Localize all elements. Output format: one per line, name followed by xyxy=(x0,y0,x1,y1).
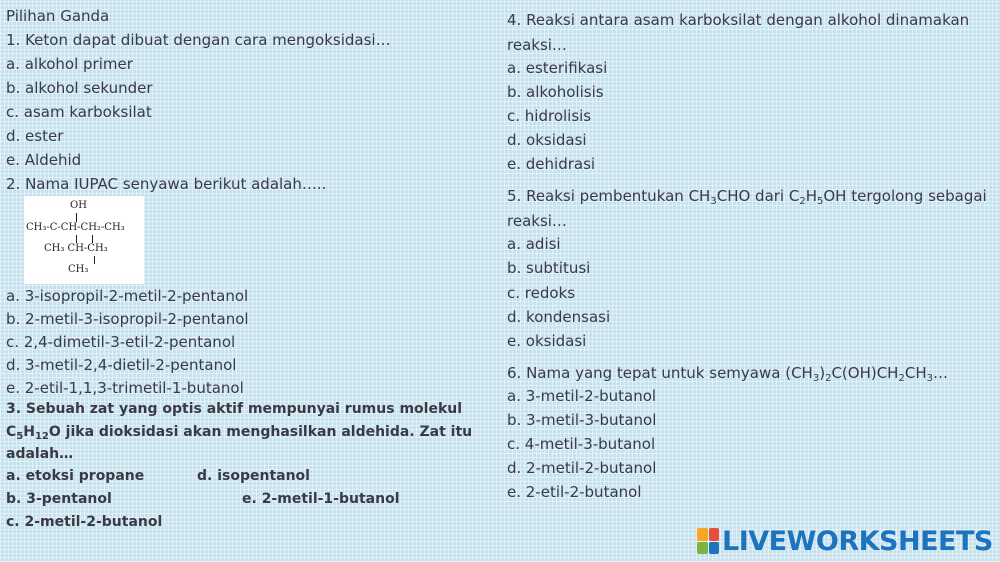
question-1: 1. Keton dapat dibuat dengan cara mengoksidasi… xyxy=(6,31,391,49)
q5-option-c[interactable]: c. redoks xyxy=(507,284,576,302)
q6-option-e[interactable]: e. 2-etil-2-butanol xyxy=(507,483,642,501)
bond-line xyxy=(92,235,93,243)
q3-option-b[interactable]: b. 3-pentanol xyxy=(6,491,112,507)
liveworksheets-logo-text: LIVEWORKSHEETS xyxy=(722,525,993,557)
q1-option-c[interactable]: c. asam karboksilat xyxy=(6,103,152,121)
q5-option-d[interactable]: d. kondensasi xyxy=(507,308,611,326)
question-3-line2: $C_5H_{12}O$ jika dioksidasi akan menghasilkan aldehida. Zat itu xyxy=(6,424,473,442)
q4-option-d[interactable]: d. oksidasi xyxy=(507,131,587,149)
q4-option-b[interactable]: b. alkoholisis xyxy=(507,83,604,101)
question-4-line1: 4. Reaksi antara asam karboksilat dengan alkohol dinamakan xyxy=(507,11,970,29)
question-6: 6. Nama yang tepat untuk semyawa $(CH_3)_2C(OH)CH_2CH_3\dots$ xyxy=(507,364,948,384)
structure-main-chain: CH₃-C-CH-CH₂-CH₃ xyxy=(26,222,125,233)
q6-option-a[interactable]: a. 3-metil-2-butanol xyxy=(507,387,657,405)
question-5-line2: reaksi… xyxy=(507,212,567,230)
bond-line xyxy=(94,256,95,264)
liveworksheets-logo-icon xyxy=(697,528,719,554)
question-3-line1: 3. Sebuah zat yang optis aktif mempunyai rumus molekul xyxy=(6,401,463,417)
structure-branches: CH₃ CH-CH₃ xyxy=(44,243,108,254)
structure-oh: OH xyxy=(70,200,87,211)
q5-option-e[interactable]: e. oksidasi xyxy=(507,332,587,350)
q1-option-e[interactable]: e. Aldehid xyxy=(6,151,82,169)
liveworksheets-logo[interactable] xyxy=(697,526,993,556)
bond-line xyxy=(76,213,77,222)
q2-option-b[interactable]: b. 2-metil-3-isopropil-2-pentanol xyxy=(6,310,249,328)
q6-option-d[interactable]: d. 2-metil-2-butanol xyxy=(507,459,657,477)
q4-option-c[interactable]: c. hidrolisis xyxy=(507,107,592,125)
question-2: 2. Nama IUPAC senyawa berikut adalah….. xyxy=(6,175,327,193)
q3-option-c[interactable]: c. 2-metil-2-butanol xyxy=(6,514,163,530)
q5-option-b[interactable]: b. subtitusi xyxy=(507,259,591,277)
q3-option-e[interactable]: e. 2-metil-1-butanol xyxy=(242,491,400,507)
q2-option-c[interactable]: c. 2,4-dimetil-3-etil-2-pentanol xyxy=(6,333,236,351)
question-3-line3: adalah… xyxy=(6,446,74,462)
q1-option-d[interactable]: d. ester xyxy=(6,127,64,145)
q5-option-a[interactable]: a. adisi xyxy=(507,235,561,253)
question-5-line1: 5. Reaksi pembentukan $CH_3CHO$ dari $C_2H_5OH$ tergolong sebagai xyxy=(507,187,987,207)
q1-option-a[interactable]: a. alkohol primer xyxy=(6,55,133,73)
structure-bottom: CH₃ xyxy=(68,264,89,275)
q2-option-a[interactable]: a. 3-isopropil-2-metil-2-pentanol xyxy=(6,287,249,305)
q4-option-a[interactable]: a. esterifikasi xyxy=(507,59,608,77)
q3-option-d[interactable]: d. isopentanol xyxy=(197,468,310,484)
q6-option-c[interactable]: c. 4-metil-3-butanol xyxy=(507,435,656,453)
section-header: Pilihan Ganda xyxy=(6,7,110,25)
q4-option-e[interactable]: e. dehidrasi xyxy=(507,155,596,173)
q2-option-e[interactable]: e. 2-etil-1,1,3-trimetil-1-butanol xyxy=(6,379,244,397)
q2-option-d[interactable]: d. 3-metil-2,4-dietil-2-pentanol xyxy=(6,356,237,374)
bond-line xyxy=(76,235,77,243)
chemical-structure-image xyxy=(24,196,144,284)
q1-option-b[interactable]: b. alkohol sekunder xyxy=(6,79,153,97)
q3-option-a[interactable]: a. etoksi propane xyxy=(6,468,145,484)
q6-option-b[interactable]: b. 3-metil-3-butanol xyxy=(507,411,657,429)
question-4-line2: reaksi… xyxy=(507,36,567,54)
